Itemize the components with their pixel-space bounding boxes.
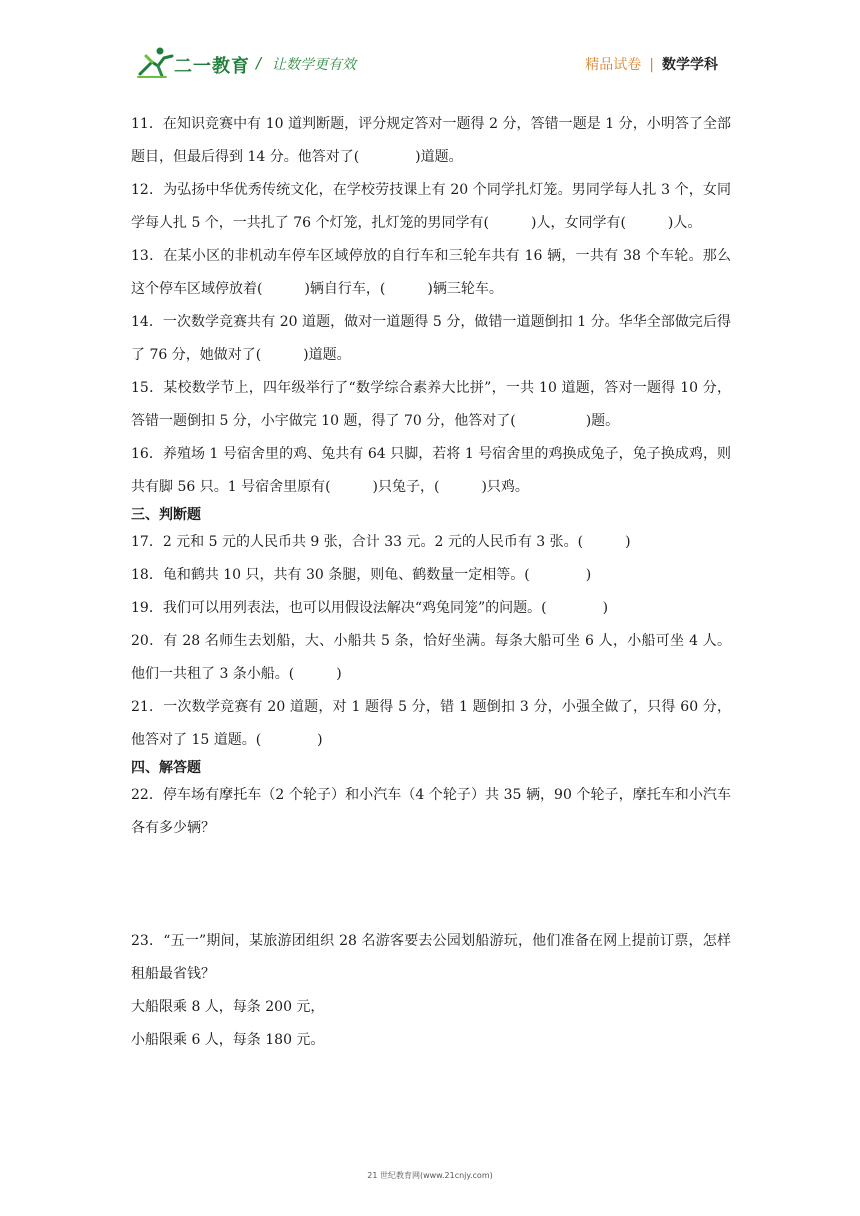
section-judge-title: 三、判断题	[131, 507, 201, 523]
question-22: 22．停车场有摩托车（2 个轮子）和小汽车（4 个轮子）共 35 辆，90 个轮子，摩托车和小汽车各有多少辆？	[131, 787, 731, 836]
question-21: 21．一次数学竞赛有 20 道题，对 1 题得 5 分，错 1 题倒扣 3 分，小强全做了，只得 60 分，他答对了 15 道题。( )	[131, 699, 731, 748]
exam-content	[131, 108, 731, 1057]
answer-space	[131, 845, 731, 925]
logo-slash: /	[256, 54, 262, 72]
badge-premium: 精品试卷	[585, 57, 642, 73]
question-11: 11．在知识竞赛中有 10 道判断题，评分规定答对一题得 2 分，答错一题是 1 分，小明答了全部题目，但最后得到 14 分。他答对了( )道题。	[131, 116, 731, 165]
question-16: 16．养殖场 1 号宿舍里的鸡、兔共有 64 只脚，若将 1 号宿舍里的鸡换成兔子，兔子换成鸡，则共有脚 56 只。1 号宿舍里原有( )只兔子，( )只鸡。	[131, 446, 731, 495]
logo	[136, 46, 366, 86]
section-answer-title: 四、解答题	[131, 760, 201, 776]
question-19: 19．我们可以用列表法，也可以用假设法解决“鸡兔同笼”的问题。( )	[131, 600, 609, 616]
logo-text: 二一教育	[174, 56, 250, 77]
question-17: 17．2 元和 5 元的人民币共 9 张，合计 33 元。2 元的人民币有 3 张。( )	[131, 534, 631, 550]
question-18: 18．龟和鹤共 10 只，共有 30 条腿，则龟、鹤数量一定相等。( )	[131, 567, 592, 583]
badge-separator: |	[649, 57, 654, 73]
question-23-line-1: 大船限乘 8 人，每条 200 元，	[131, 999, 325, 1015]
page-header	[0, 0, 860, 100]
question-23: 23．“五一”期间，某旅游团组织 28 名游客要去公园划船游玩，他们准备在网上提前订票，怎样租船最省钱？	[131, 933, 731, 982]
question-23-line-2: 小船限乘 6 人，每条 180 元。	[131, 1032, 325, 1048]
header-badge	[585, 54, 718, 74]
question-15: 15．某校数学节上，四年级举行了“数学综合素养大比拼”，一共 10 道题，答对一题得 10 分，答错一题倒扣 5 分，小宇做完 10 题，得了 70 分，他答对了( )题。	[131, 380, 731, 429]
question-13: 13．在某小区的非机动车停车区域停放的自行车和三轮车共有 16 辆，一共有 38 个车轮。那么这个停车区域停放着( )辆自行车，( )辆三轮车。	[131, 248, 731, 297]
slogan: 让数学更有效	[272, 57, 356, 73]
page-footer: 21 世纪教育网(www.21cnjy.com)	[367, 1171, 493, 1180]
question-14: 14．一次数学竞赛共有 20 道题，做对一道题得 5 分，做错一道题倒扣 1 分。华华全部做完后得了 76 分，她做对了( )道题。	[131, 314, 731, 363]
badge-subject: 数学学科	[662, 57, 718, 73]
runner-logo-icon	[136, 46, 176, 78]
question-20: 20．有 28 名师生去划船，大、小船共 5 条，恰好坐满。每条大船可坐 6 人，小船可坐 4 人。他们一共租了 3 条小船。( )	[131, 633, 731, 682]
question-12: 12．为弘扬中华优秀传统文化，在学校劳技课上有 20 个同学扎灯笼。男同学每人扎 3 个，女同学每人扎 5 个，一共扎了 76 个灯笼，扎灯笼的男同学有( )人，女同学有( )人。	[131, 182, 731, 231]
